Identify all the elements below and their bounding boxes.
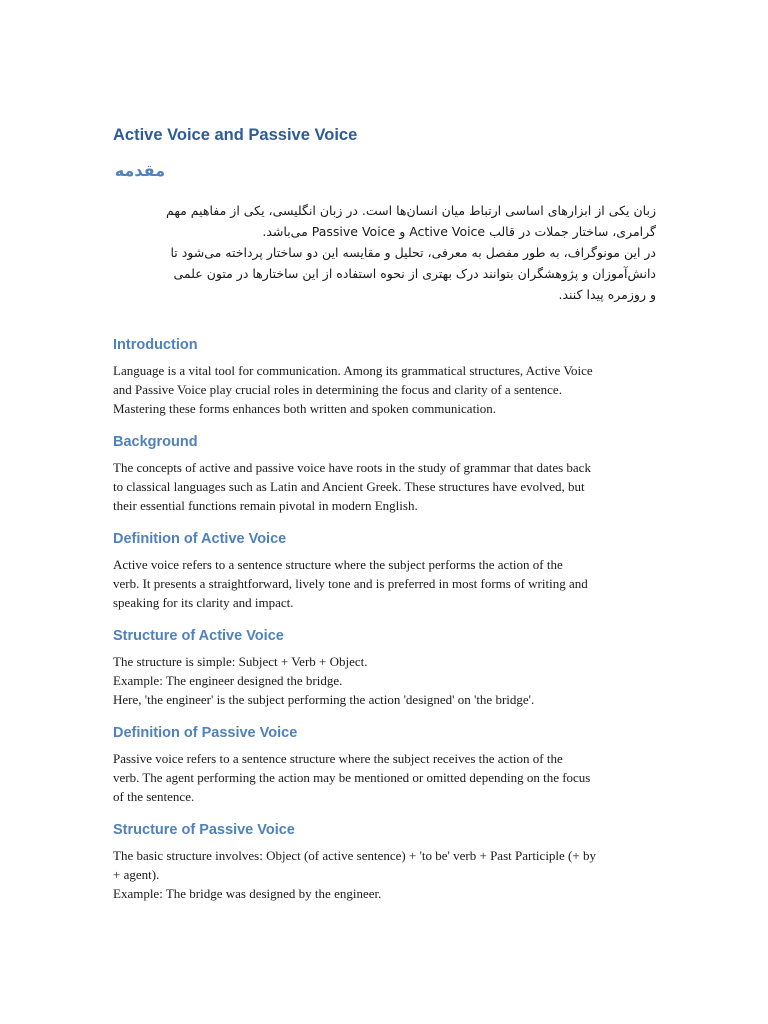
paragraph-line: their essential functions remain pivotal in modern English. — [113, 498, 418, 513]
paragraph-line: The structure is simple: Subject + Verb + Object. — [113, 654, 368, 669]
section-heading-background: Background — [113, 434, 198, 450]
paragraph-line: Active voice refers to a sentence structure where the subject performs the action of the — [113, 557, 563, 572]
paragraph-line: to classical languages such as Latin and Ancient Greek. These structures have evolved, but — [113, 479, 585, 494]
paragraph-line: Mastering these forms enhances both written and spoken communication. — [113, 401, 497, 416]
section-heading-introduction: Introduction — [113, 337, 198, 353]
introduction-paragraph — [113, 361, 656, 418]
section-heading-structure-active: Structure of Active Voice — [113, 628, 284, 644]
paragraph-line: Language is a vital tool for communication. Among its grammatical structures, Active Voice — [113, 363, 593, 378]
definition-passive-paragraph — [113, 749, 656, 806]
persian-line: و روزمره پیدا کنند. — [558, 287, 656, 302]
paragraph-line: The basic structure involves: Object (of active sentence) + 'to be' verb + Past Participle (+ by — [113, 848, 596, 863]
definition-active-paragraph — [113, 555, 656, 612]
persian-heading: مقدمه — [114, 161, 165, 180]
structure-passive-paragraph — [113, 846, 656, 903]
paragraph-line: of the sentence. — [113, 789, 195, 804]
paragraph-line: The concepts of active and passive voice have roots in the study of grammar that dates back — [113, 460, 591, 475]
paragraph-line: and Passive Voice play crucial roles in determining the focus and clarity of a sentence. — [113, 382, 562, 397]
paragraph-line: verb. The agent performing the action may be mentioned or omitted depending on the focus — [113, 770, 591, 785]
paragraph-line: Passive voice refers to a sentence structure where the subject receives the action of the — [113, 751, 563, 766]
persian-line: گرامری، ساختار جملات در قالب Active Voice و Passive Voice می‌باشد. — [262, 224, 656, 239]
paragraph-line: Example: The engineer designed the bridge. — [113, 673, 343, 688]
paragraph-line: + agent). — [113, 867, 160, 882]
persian-paragraph — [113, 200, 656, 305]
paragraph-line: speaking for its clarity and impact. — [113, 595, 294, 610]
persian-line: زبان یکی از ابزارهای اساسی ارتباط میان انسان‌ها است. در زبان انگلیسی، یکی از مفاهیم مهم — [166, 203, 656, 218]
paragraph-line: Here, 'the engineer' is the subject performing the action 'designed' on 'the bridge'. — [113, 692, 535, 707]
section-heading-definition-active: Definition of Active Voice — [113, 531, 287, 547]
persian-line: دانش‌آموزان و پژوهشگران بتوانند درک بهتری از نحوه استفاده از این ساختارها در متون علمی — [173, 266, 656, 281]
paragraph-line: Example: The bridge was designed by the engineer. — [113, 886, 382, 901]
persian-line: در این مونوگراف، به طور مفصل به معرفی، تحلیل و مقایسه این دو ساختار پرداخته می‌شود تا — [170, 245, 656, 260]
section-heading-definition-passive: Definition of Passive Voice — [113, 725, 298, 741]
section-heading-structure-passive: Structure of Passive Voice — [113, 822, 295, 838]
background-paragraph — [113, 458, 656, 515]
document-title: Active Voice and Passive Voice — [113, 126, 358, 144]
structure-active-paragraph — [113, 652, 656, 709]
paragraph-line: verb. It presents a straightforward, lively tone and is preferred in most forms of writing and — [113, 576, 588, 591]
